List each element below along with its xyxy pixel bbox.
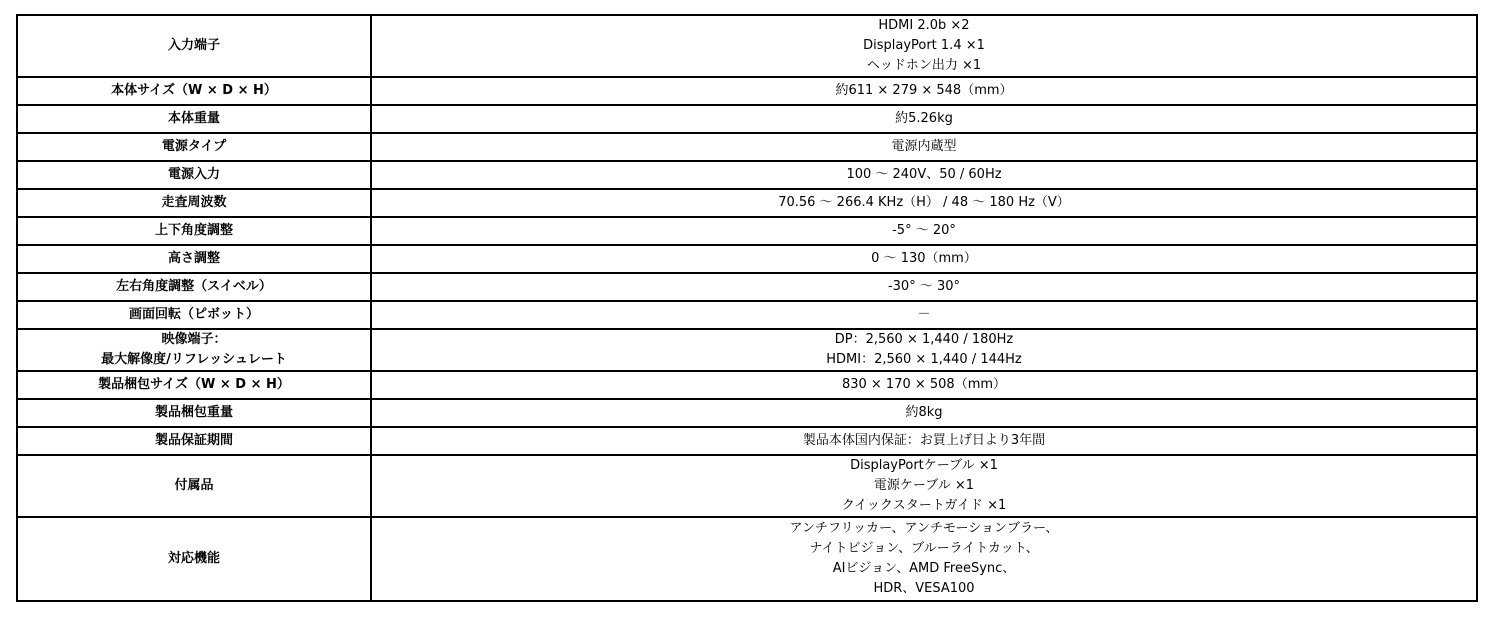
value-text: DP：2,560 × 1,440 / 180Hz — [834, 332, 1014, 347]
label-text: 画面回転（ピボット） — [128, 307, 259, 322]
value-text: 製品本体国内保証：お買上げ日より3年間 — [802, 433, 1046, 448]
value-text: ナイトビジョン、ブルーライトカット、 — [809, 541, 1039, 556]
value-text: ヘッドホン出力 ×1 — [866, 58, 982, 73]
label-text: 製品梱包重量 — [154, 405, 233, 420]
row-label — [17, 455, 371, 517]
row-value — [371, 217, 1477, 245]
table-row — [17, 133, 1477, 161]
row-label — [17, 77, 371, 105]
table-row — [17, 427, 1477, 455]
row-value — [371, 273, 1477, 301]
row-label — [17, 15, 371, 77]
table-row — [17, 15, 1477, 77]
value-text: 0 ～ 130（mm） — [871, 251, 977, 266]
row-value — [371, 329, 1477, 371]
value-text: 約8kg — [905, 405, 943, 420]
row-label — [17, 245, 371, 273]
table-row — [17, 371, 1477, 399]
row-value — [371, 399, 1477, 427]
label-text: 対応機能 — [167, 551, 220, 566]
row-value — [371, 105, 1477, 133]
row-label — [17, 133, 371, 161]
row-value — [371, 455, 1477, 517]
table-row — [17, 217, 1477, 245]
value-text: AIビジョン、AMD FreeSync、 — [832, 561, 1016, 576]
row-label — [17, 329, 371, 371]
value-text: クイックスタートガイド ×1 — [841, 498, 1007, 513]
value-text: アンチフリッカー、アンチモーションブラー、 — [789, 521, 1059, 536]
table-row — [17, 329, 1477, 371]
table-row — [17, 455, 1477, 517]
table-row — [17, 105, 1477, 133]
value-text: -5° ～ 20° — [892, 223, 956, 238]
table-row — [17, 161, 1477, 189]
label-text: 製品保証期間 — [154, 433, 233, 448]
label-text: 入力端子 — [167, 38, 220, 53]
label-text: 電源タイプ — [161, 139, 227, 154]
table-row — [17, 399, 1477, 427]
value-text: DisplayPort 1.4 ×1 — [863, 38, 985, 53]
value-text: HDMI 2.0b ×2 — [878, 18, 970, 33]
value-text: -30° ～ 30° — [887, 279, 961, 294]
row-value — [371, 427, 1477, 455]
table-row — [17, 517, 1477, 601]
row-label — [17, 427, 371, 455]
table-row — [17, 273, 1477, 301]
row-value — [371, 517, 1477, 601]
row-value — [371, 245, 1477, 273]
value-text: 電源ケーブル ×1 — [873, 478, 975, 493]
row-label — [17, 105, 371, 133]
label-text: 走査周波数 — [161, 195, 227, 210]
label-text: 高さ調整 — [167, 251, 220, 266]
row-value — [371, 301, 1477, 329]
row-label — [17, 517, 371, 601]
row-label — [17, 371, 371, 399]
row-label — [17, 273, 371, 301]
value-text: 電源内蔵型 — [891, 139, 957, 154]
row-value — [371, 133, 1477, 161]
row-value — [371, 371, 1477, 399]
value-text: 約5.26kg — [895, 111, 953, 126]
table-row — [17, 245, 1477, 273]
value-text: DisplayPortケーブル ×1 — [850, 458, 998, 473]
label-text: 製品梱包サイズ（W × D × H） — [98, 377, 290, 392]
label-text: 左右角度調整（スイベル） — [116, 279, 272, 294]
label-text: 映像端子： — [161, 332, 227, 347]
row-value — [371, 77, 1477, 105]
value-text: 100 ～ 240V、50 / 60Hz — [846, 167, 1002, 182]
table-row — [17, 189, 1477, 217]
label-text: 本体重量 — [167, 111, 220, 126]
value-text: HDMI：2,560 × 1,440 / 144Hz — [826, 352, 1022, 367]
table-row — [17, 301, 1477, 329]
row-label — [17, 217, 371, 245]
value-text: － — [917, 307, 931, 322]
value-text: 830 × 170 × 508（mm） — [841, 377, 1007, 392]
row-label — [17, 161, 371, 189]
label-text: 最大解像度/リフレッシュレート — [101, 352, 287, 367]
table-row — [17, 77, 1477, 105]
label-text: 本体サイズ（W × D × H） — [111, 83, 277, 98]
row-value — [371, 161, 1477, 189]
row-label — [17, 301, 371, 329]
label-text: 電源入力 — [167, 167, 220, 182]
value-text: 70.56 ～ 266.4 KHz（H） / 48 ～ 180 Hz（V） — [778, 195, 1070, 210]
label-text: 付属品 — [174, 478, 214, 493]
row-label — [17, 189, 371, 217]
row-value — [371, 15, 1477, 77]
spec-table — [16, 14, 1478, 602]
row-value — [371, 189, 1477, 217]
label-text: 上下角度調整 — [154, 223, 233, 238]
row-label — [17, 399, 371, 427]
value-text: HDR、VESA100 — [873, 581, 975, 596]
value-text: 約611 × 279 × 548（mm） — [835, 83, 1013, 98]
